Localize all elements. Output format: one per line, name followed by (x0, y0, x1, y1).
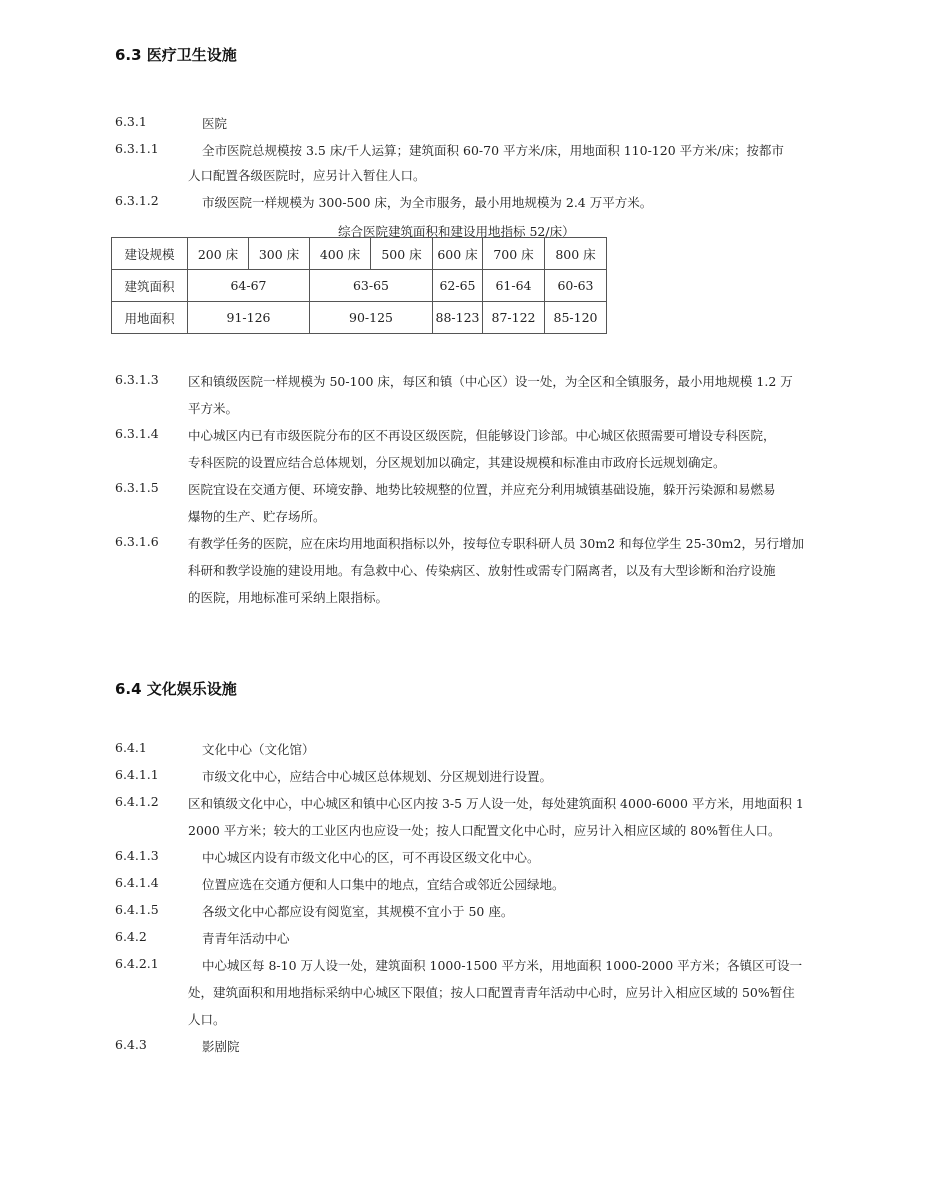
section-heading-6-4: 6.4 文化娱乐设施 (115, 680, 237, 698)
table-cell: 60-63 (545, 270, 607, 302)
clause-number: 6.4.3 (115, 1037, 147, 1052)
clause-number: 6.3.1.6 (115, 534, 159, 549)
section-heading-6-3: 6.3 医疗卫生设施 (115, 46, 237, 64)
clause-text: 中心城区每 8-10 万人设一处，建筑面积 1000-1500 平方米，用地面积 1000-2000 平方米；各镇区可设一 (202, 958, 803, 973)
table-cell: 90-125 (310, 302, 433, 334)
clause-text: 平方米。 (188, 401, 239, 416)
clause-text: 区和镇级医院一样规模为 50-100 床，每区和镇（中心区）设一处，为全区和全镇服务，最小用地规模 1.2 万 (188, 374, 793, 389)
table-cell: 85-120 (545, 302, 607, 334)
clause-text: 市级文化中心，应结合中心城区总体规划、分区规划进行设置。 (202, 769, 553, 784)
clause-text: 专科医院的设置应结合总体规划，分区规划加以确定，其建设规模和标准由市政府长远规划确定。 (188, 455, 726, 470)
clause-number: 6.3.1.1 (115, 141, 159, 156)
table-cell: 建筑面积 (112, 270, 188, 302)
clause-number: 6.4.1.2 (115, 794, 159, 809)
table-caption: 综合医院建筑面积和建设用地指标 52/床） (338, 224, 575, 239)
table-cell: 61-64 (483, 270, 545, 302)
clause-number: 6.3.1.4 (115, 426, 159, 441)
clause-text: 医院 (202, 116, 228, 131)
hospital-indicator-table (111, 237, 607, 334)
clause-text: 的医院，用地标准可采纳上限指标。 (188, 590, 389, 605)
clause-text: 爆物的生产、贮存场所。 (188, 509, 326, 524)
table-cell: 200 床 (188, 238, 249, 270)
clause-text: 各级文化中心都应设有阅览室，其规模不宜小于 50 座。 (202, 904, 514, 919)
clause-text: 影剧院 (202, 1039, 240, 1054)
table-cell: 建设规模 (112, 238, 188, 270)
table-cell: 62-65 (433, 270, 483, 302)
clause-number: 6.4.1.5 (115, 902, 159, 917)
clause-text: 文化中心（文化馆） (202, 742, 315, 757)
clause-text: 人口。 (188, 1012, 226, 1027)
table-cell: 400 床 (310, 238, 371, 270)
clause-number: 6.3.1.5 (115, 480, 159, 495)
clause-number: 6.4.2.1 (115, 956, 159, 971)
clause-text: 有教学任务的医院，应在床均用地面积指标以外，按每位专职科研人员 30m2 和每位学生 25-30m2，另行增加 (188, 536, 804, 551)
clause-text: 医院宜设在交通方便、环境安静、地势比较规整的位置，并应充分利用城镇基础设施，躲开污染源和易燃易 (188, 482, 776, 497)
clause-number: 6.4.2 (115, 929, 147, 944)
clause-number: 6.4.1.1 (115, 767, 159, 782)
table-cell: 64-67 (188, 270, 310, 302)
table-cell: 500 床 (371, 238, 433, 270)
table-cell: 300 床 (249, 238, 310, 270)
table-cell: 63-65 (310, 270, 433, 302)
table-cell: 88-123 (433, 302, 483, 334)
clause-number: 6.3.1 (115, 114, 147, 129)
table-header-row (112, 238, 607, 270)
table-row (112, 270, 607, 302)
clause-text: 位置应选在交通方便和人口集中的地点，宜结合或邻近公园绿地。 (202, 877, 565, 892)
clause-text: 处，建筑面积和用地指标采纳中心城区下限值；按人口配置青青年活动中心时，应另计入相应区域的 50%暂住 (188, 985, 795, 1000)
clause-text: 中心城区内已有市级医院分布的区不再设区级医院，但能够设门诊部。中心城区依照需要可增设专科医院， (188, 428, 776, 443)
table-cell: 用地面积 (112, 302, 188, 334)
table-cell: 700 床 (483, 238, 545, 270)
clause-text: 人口配置各级医院时，应另计入暂住人口。 (188, 168, 426, 183)
clause-number: 6.4.1.3 (115, 848, 159, 863)
table-cell: 91-126 (188, 302, 310, 334)
clause-text: 区和镇级文化中心，中心城区和镇中心区内按 3-5 万人设一处，每处建筑面积 4000-6000 平方米，用地面积 1 (188, 796, 804, 811)
clause-number: 6.4.1.4 (115, 875, 159, 890)
table-row (112, 302, 607, 334)
clause-text: 中心城区内设有市级文化中心的区，可不再设区级文化中心。 (202, 850, 540, 865)
clause-number: 6.3.1.3 (115, 372, 159, 387)
table-cell: 87-122 (483, 302, 545, 334)
clause-number: 6.4.1 (115, 740, 147, 755)
clause-text: 2000 平方米；较大的工业区内也应设一处；按人口配置文化中心时，应另计入相应区域的 80%暂住人口。 (188, 823, 781, 838)
clause-number: 6.3.1.2 (115, 193, 159, 208)
table-cell: 600 床 (433, 238, 483, 270)
clause-text: 全市医院总规模按 3.5 床/千人运算；建筑面积 60-70 平方米/床，用地面积 110-120 平方米/床；按都市 (202, 143, 784, 158)
table-cell: 800 床 (545, 238, 607, 270)
clause-text: 青青年活动中心 (202, 931, 290, 946)
clause-text: 市级医院一样规模为 300-500 床，为全市服务，最小用地规模为 2.4 万平方米。 (202, 195, 653, 210)
clause-text: 科研和教学设施的建设用地。有急救中心、传染病区、放射性或需专门隔离者，以及有大型诊断和治疗设施 (188, 563, 776, 578)
